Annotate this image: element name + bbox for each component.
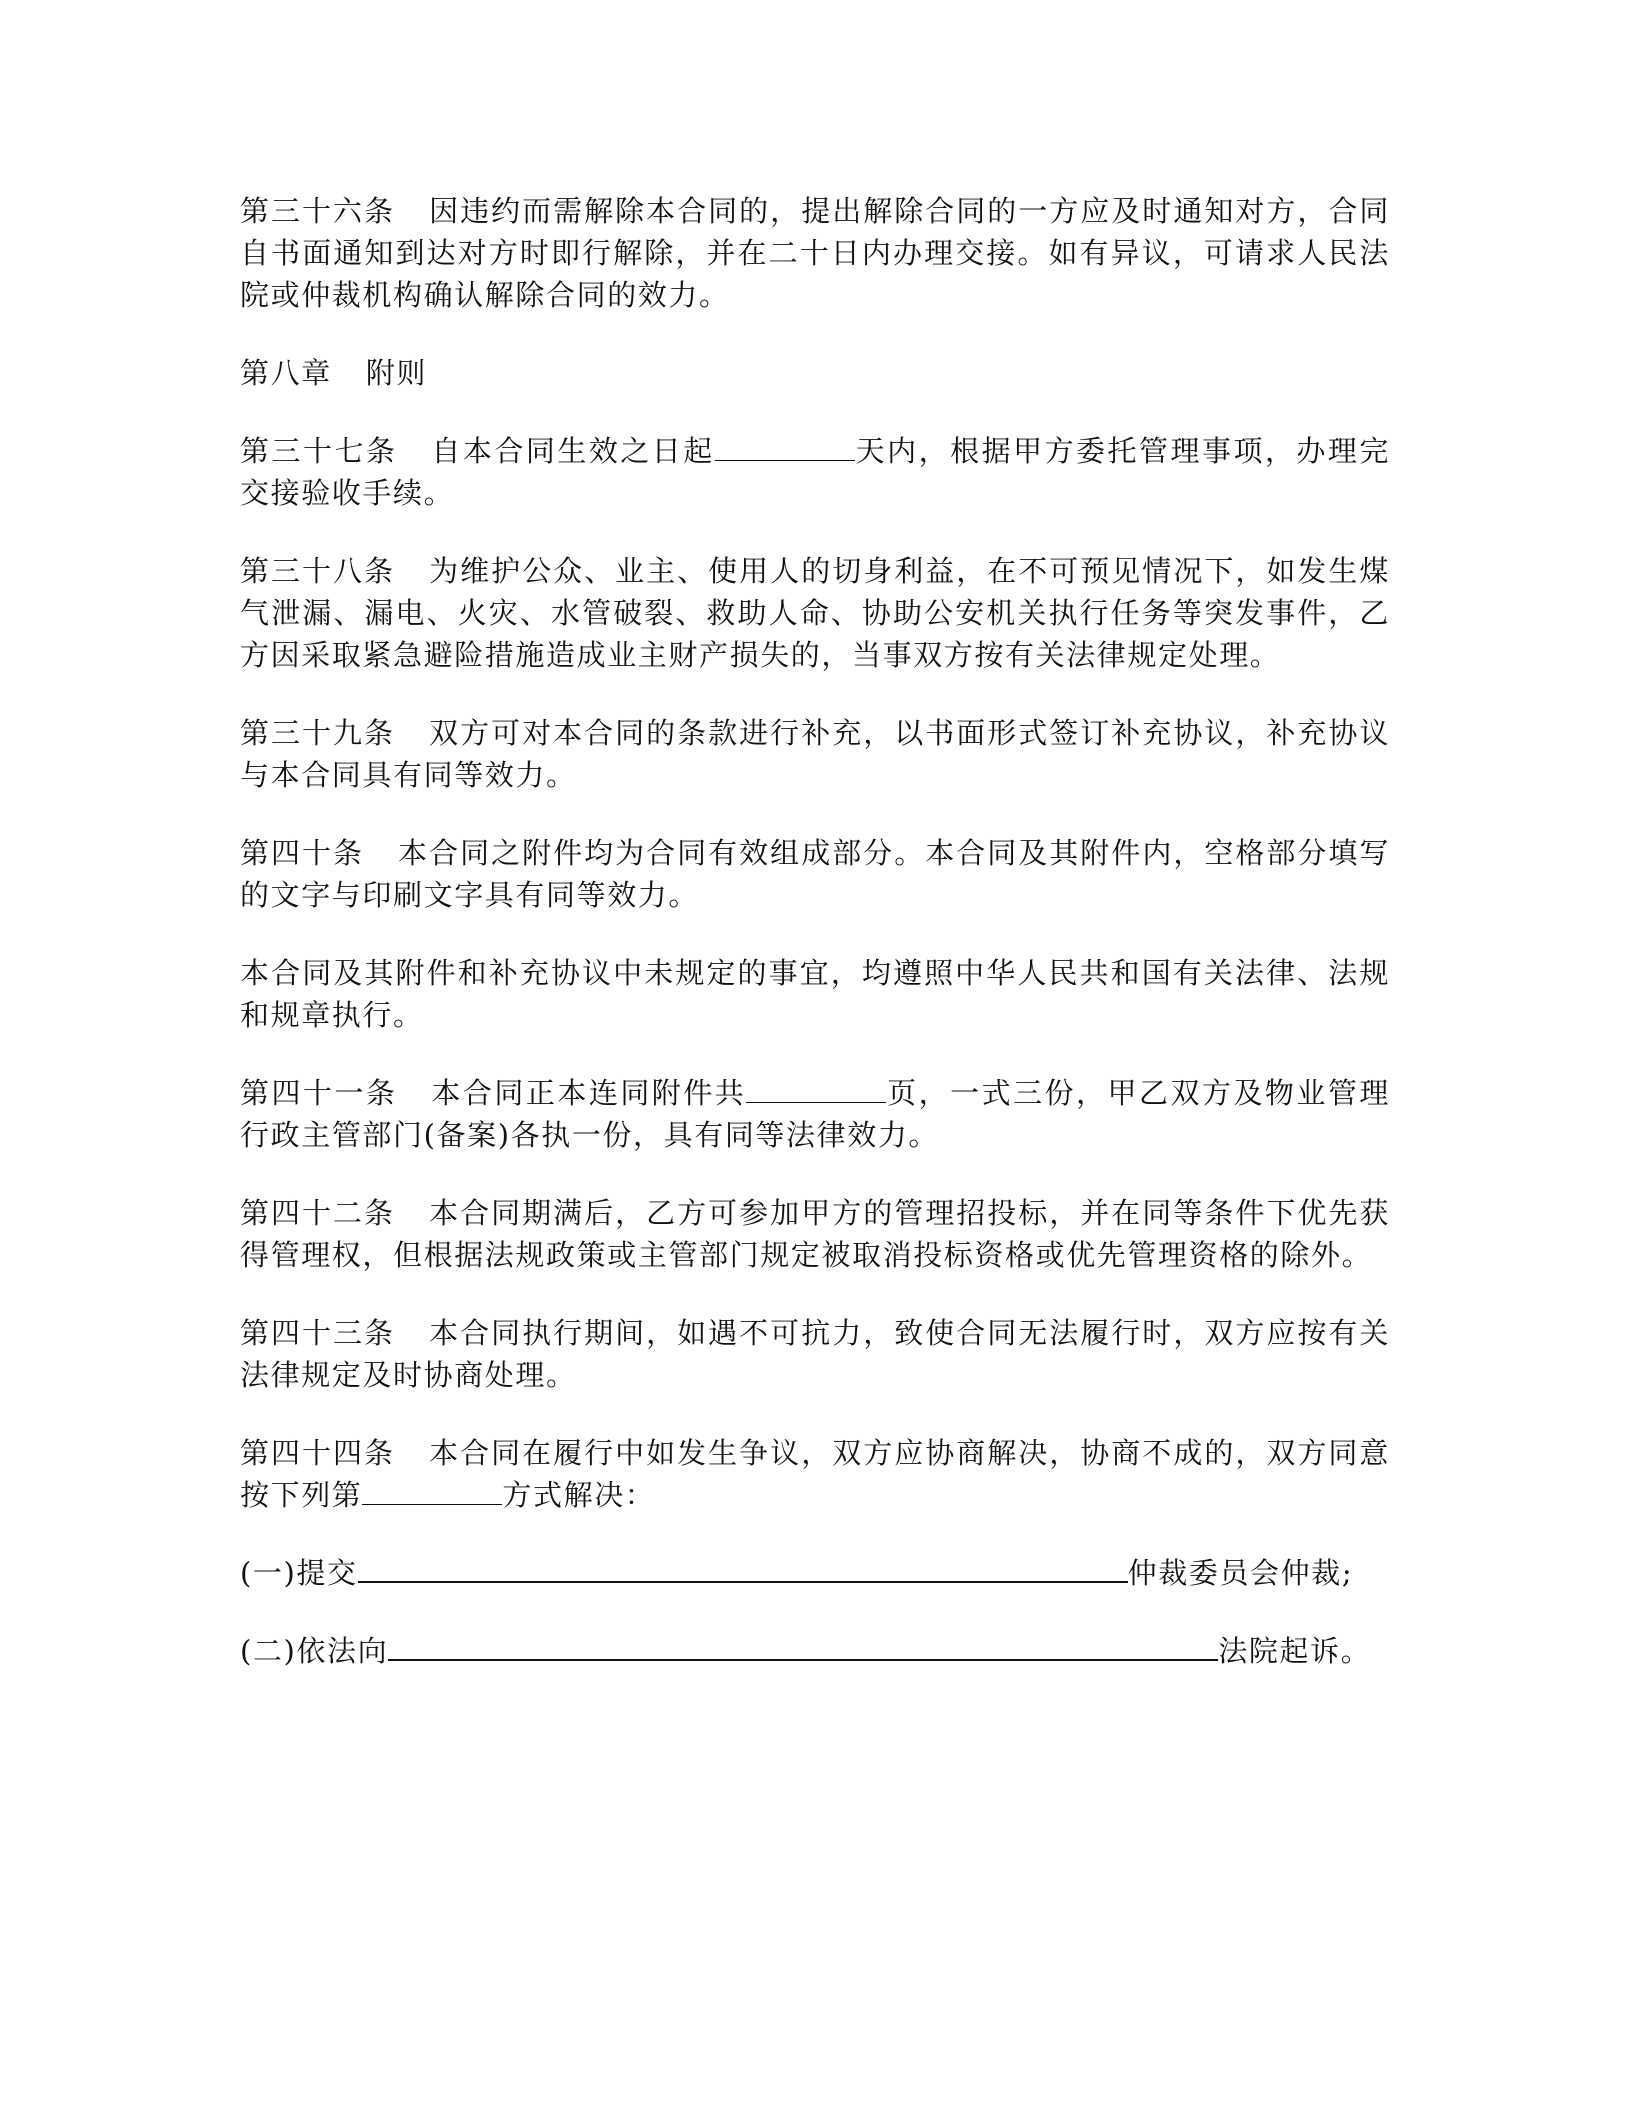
chapter-title: 附则 [365,356,428,390]
article-42 [240,1192,1390,1276]
article-text: 双方可对本合同的条款进行补充，以书面形式签订补充协议，补充协议与本合同具有同等效力。 [240,716,1390,792]
chapter-heading [240,352,1390,394]
article-41 [240,1072,1390,1156]
article-text: 本合同执行期间，如遇不可抗力，致使合同无法履行时，双方应按有关法律规定及时协商处理。 [240,1316,1390,1392]
article-36 [240,190,1390,316]
option-text: (一)提交 [240,1556,358,1590]
article-number: 第三十六条 [240,194,396,228]
article-number: 第三十八条 [240,554,396,588]
paragraph-text: 本合同及其附件和补充协议中未规定的事宜，均遵照中华人民共和国有关法律、法规和规章执行。 [240,956,1390,1032]
option-text: 法院起诉。 [1218,1634,1372,1668]
article-text: 页，一式三份，甲乙双方及物业管理行政主管部门(备案)各执一份，具有同等法律效力。 [240,1076,1390,1152]
article-38 [240,550,1390,676]
option-litigation [240,1630,1390,1672]
article-number: 第四十四条 [240,1436,396,1470]
blank-field[interactable] [746,1074,886,1103]
article-text: 天内，根据甲方委托管理事项，办理完交接验收手续。 [240,434,1390,510]
article-text: 为维护公众、业主、使用人的切身利益，在不可预见情况下，如发生煤气泄漏、漏电、火灾、水管破裂、救助人命、协助公安机关执行任务等突发事件，乙方因采取紧急避险措施造成业主财产损失的，当事双方按有关法律规定处理。 [240,554,1390,672]
article-text: 本合同之附件均为合同有效组成部分。本合同及其附件内，空格部分填写的文字与印刷文字具有同等效力。 [240,836,1390,912]
option-text: (二)依法向 [240,1634,389,1668]
option-arbitration [240,1552,1390,1594]
blank-field[interactable] [358,1553,1128,1583]
blank-field[interactable] [362,1476,502,1505]
article-text: 本合同期满后，乙方可参加甲方的管理招投标，并在同等条件下优先获得管理权，但根据法规政策或主管部门规定被取消投标资格或优先管理资格的除外。 [240,1196,1390,1272]
article-43 [240,1312,1390,1396]
blank-field[interactable] [388,1631,1218,1661]
article-number: 第四十条 [240,836,365,870]
article-40 [240,832,1390,916]
article-39 [240,712,1390,796]
article-37 [240,430,1390,514]
article-44 [240,1432,1390,1516]
article-text: 自本合同生效之日起 [431,434,715,468]
article-number: 第四十三条 [240,1316,396,1350]
option-text: 仲裁委员会仲裁; [1127,1556,1354,1590]
article-text: 本合同正本连同附件共 [431,1076,747,1110]
article-text: 方式解决： [502,1478,656,1512]
article-number: 第三十九条 [240,716,396,750]
paragraph-supplement [240,952,1390,1036]
article-text: 因违约而需解除本合同的，提出解除合同的一方应及时通知对方，合同自书面通知到达对方时即行解除，并在二十日内办理交接。如有异议，可请求人民法院或仲裁机构确认解除合同的效力。 [240,194,1390,312]
article-number: 第四十二条 [240,1196,396,1230]
blank-field[interactable] [715,432,855,461]
chapter-number: 第八章 [240,356,332,390]
article-text: 本合同在履行中如发生争议，双方应协商解决，协商不成的，双方同意按下列第 [240,1436,1390,1512]
article-number: 第四十一条 [240,1076,398,1110]
document-page [240,190,1390,1708]
article-number: 第三十七条 [240,434,398,468]
